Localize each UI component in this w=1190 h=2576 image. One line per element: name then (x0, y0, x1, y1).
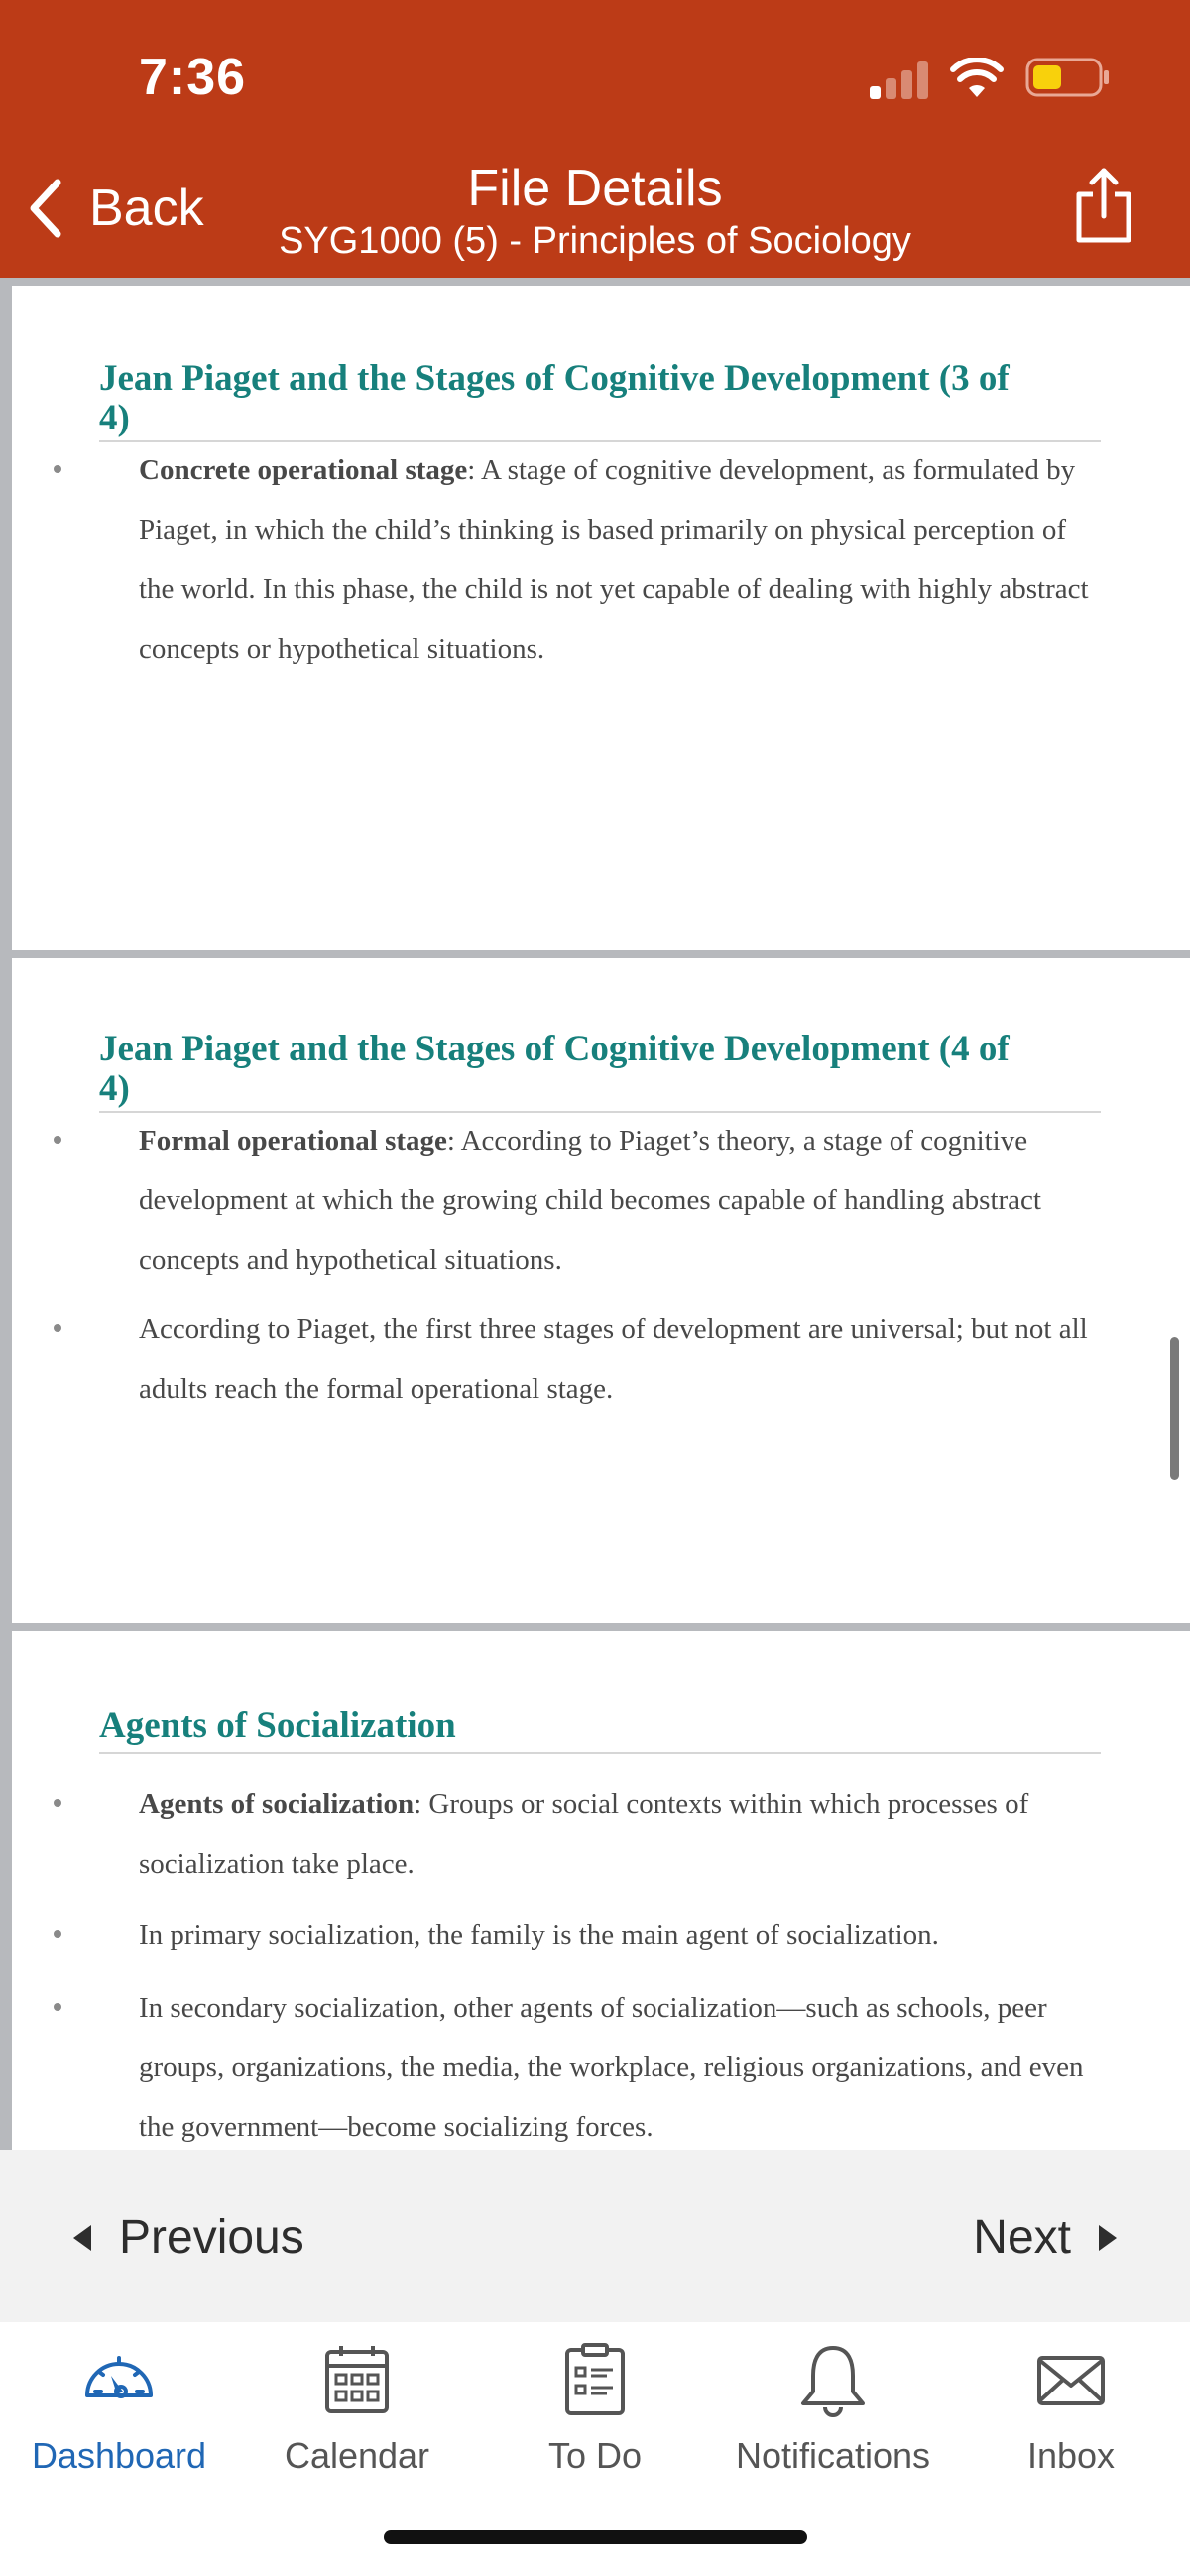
bullet-text (139, 1978, 1101, 2150)
cellular-signal-icon (870, 60, 931, 99)
tab-notifications[interactable] (714, 2342, 952, 2477)
bullet-body: : According to Piaget’s theory, a stage of cognitive development at which the growing child becomes capable of handling abstract concepts and hypothetical situations. (139, 1125, 1041, 1276)
tab-label: Dashboard (31, 2435, 207, 2476)
scrollbar-thumb[interactable] (1170, 1337, 1179, 1480)
bullet-text (139, 1775, 1101, 1894)
bullet-body: In secondary socialization, other agents of socialization—such as schools, peer groups, organizations, the media, the workplace, religious organizations, and even the government—become socializing forces. (139, 1992, 1084, 2143)
previous-button[interactable] (73, 2210, 304, 2265)
wifi-icon (950, 58, 1004, 99)
tab-label: To Do (547, 2435, 643, 2476)
bullet-text (139, 1905, 1101, 1965)
slide-title-line: 4) (99, 1068, 130, 1109)
bullet-dot (54, 2003, 61, 2011)
bell-icon (795, 2342, 871, 2417)
slide (12, 286, 1190, 950)
todo-icon (557, 2342, 633, 2417)
tab-label: Inbox (1026, 2435, 1116, 2476)
tab-todo[interactable] (476, 2342, 714, 2477)
slide-title (99, 1706, 1101, 1754)
previous-label: Previous (119, 2211, 304, 2264)
bullet-term: Concrete operational stage (139, 454, 468, 486)
bullet-text (139, 1299, 1101, 1418)
page-title: File Details (467, 160, 723, 217)
dashboard-icon (81, 2342, 157, 2417)
bullet-term: Agents of socialization (139, 1788, 415, 1820)
bullet-term: Formal operational stage (139, 1125, 447, 1157)
tab-calendar[interactable] (238, 2342, 476, 2477)
next-label: Next (973, 2211, 1071, 2264)
bullet-body: According to Piaget, the first three stages of development are universal; but not all adults reach the formal operational stage. (139, 1313, 1088, 1405)
tab-label: Notifications (735, 2435, 931, 2476)
bullet-dot (54, 1799, 61, 1807)
back-label: Back (89, 180, 204, 237)
inbox-icon (1033, 2342, 1109, 2417)
tab-label: Calendar (284, 2435, 430, 2476)
bullet-body: : Groups or social contexts within which processes of socialization take place. (139, 1788, 1029, 1880)
calendar-icon (319, 2342, 395, 2417)
caret-right-icon (1099, 2225, 1117, 2251)
course-subtitle: SYG1000 (5) - Principles of Sociology (279, 220, 911, 262)
bullet-body: In primary socialization, the family is the main agent of socialization. (139, 1919, 939, 1951)
slide-title (99, 1030, 1101, 1113)
caret-left-icon (73, 2225, 91, 2251)
bullet-body: : A stage of cognitive development, as formulated by Piaget, in which the child’s thinking is based primarily on physical perception of the world. In this phase, the child is not yet capable of dealing with highly abstract concepts or hypothetical situations. (139, 454, 1089, 665)
bullet-text (139, 440, 1101, 678)
share-icon[interactable] (1073, 167, 1134, 246)
document-viewer[interactable] (0, 278, 1190, 2150)
slide-title-line: 4) (99, 398, 130, 438)
home-indicator[interactable] (384, 2530, 807, 2544)
status-time: 7:36 (139, 49, 247, 106)
slide-title-line: Jean Piaget and the Stages of Cognitive Development (4 of (99, 1029, 1010, 1069)
slide (12, 1631, 1190, 2150)
bullet-dot (54, 1136, 61, 1144)
bullet-dot (54, 1324, 61, 1332)
slide-title-line: Jean Piaget and the Stages of Cognitive Development (3 of (99, 358, 1010, 399)
bullet-dot (54, 465, 61, 473)
pager-bar (0, 2150, 1190, 2322)
slide-title (99, 359, 1101, 442)
battery-icon (1025, 58, 1111, 97)
tab-inbox[interactable] (952, 2342, 1190, 2477)
slide (12, 958, 1190, 1623)
next-button[interactable] (973, 2210, 1117, 2265)
bullet-text (139, 1111, 1101, 1289)
app-header (0, 0, 1190, 278)
tab-dashboard[interactable] (0, 2342, 238, 2477)
bullet-dot (54, 1930, 61, 1938)
slide-title-line: Agents of Socialization (99, 1705, 456, 1746)
